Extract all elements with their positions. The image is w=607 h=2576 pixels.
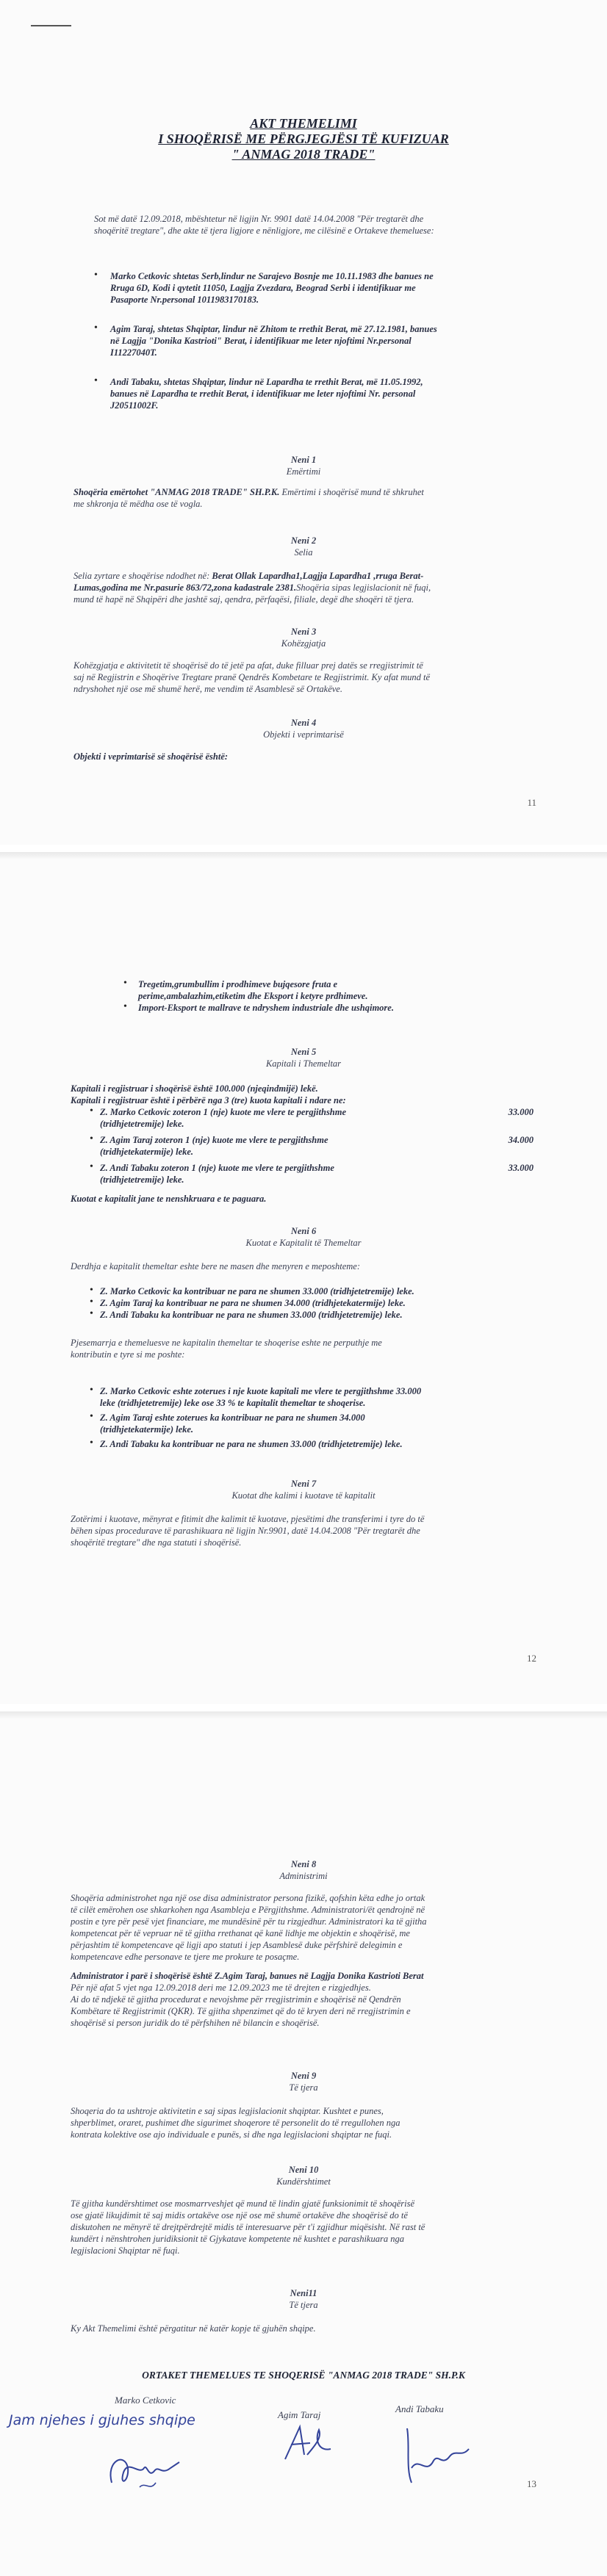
document-title: AKT THEMELIMI [250, 116, 357, 131]
article-3-label: Neni 3 [290, 627, 317, 637]
article-8-label: Neni 8 [290, 1859, 317, 1869]
handwritten-note: Jam njehes i gjuhes shqipe [9, 2412, 195, 2428]
share-item: • Z. Andi Tabaku ka kontribuar ne para ne shumen 33.000 (tridhjetetremije) leke. [90, 1437, 403, 1449]
quota-item: • Z. Marko Cetkovic zoteron 1 (nje) kuote me vlere te pergjithshme 33.000 (tridhjetetremije) leke. [90, 1105, 534, 1129]
first-administrator: Administrator i parë i shoqërisë është Z.Agim Taraj, banues në Lagjja Donika Kastrioti Berat [71, 1971, 424, 1981]
article-6-label: Neni 6 [290, 1226, 317, 1236]
article-5-label: Neni 5 [290, 1047, 317, 1057]
article-5-title: Kapitali i Themeltar [265, 1058, 342, 1069]
article-6-title: Kuotat e Kapitalit të Themeltar [245, 1238, 362, 1248]
article-5-text: Kapitali i regjistruar i shoqërisë është 100.000 (njeqindmijë) lekë. Kapitali i regjistruar është i përbërë nga 3 (tre) kuota kapitali i ndare ne: [71, 1083, 346, 1105]
intro-paragraph: Sot më datë 12.09.2018, mbështetur në ligjin Nr. 9901 datë 14.04.2008 "Për tregtarët dhe shoqëritë tregtare", dhe akte të tjera ligjore e nënligjore, me cilësinë e Ortakeve themeluese: [94, 214, 434, 236]
article-1-text: Shoqëria emërtohet "ANMAG 2018 TRADE" SH.P.K. Emërtimi i shoqërisë mund të shkruhet me shkronja të mëdha ose të vogla. [73, 487, 424, 509]
article-11-title: Të tjera [289, 2300, 318, 2310]
article-4-label: Neni 4 [290, 718, 317, 728]
page-number: 13 [527, 2478, 536, 2489]
signatory-name: Andi Tabaku [395, 2403, 444, 2414]
signatory-name: Agim Taraj [278, 2409, 321, 2420]
company-name-title: " ANMAG 2018 TRADE" [231, 147, 376, 162]
founder-item: • Andi Tabaku, shtetas Shqiptar, lindur në Lapardha te rrethit Berat, më 11.05.1992, banues në Lapardha te rrethit Berat, i identifikuar me leter njoftimi Nr. personal J20511002F. [94, 375, 423, 411]
signature-agim-taraj [278, 2422, 337, 2467]
article-10-text: Të gjitha kundërshtimet ose mosmarrveshjet që mund të lindin gjatë funksionimit të shoqërisë ose gjatë likujdimit të saj midis ortakëve ose një ose më shumë ortakëve dhe shoqërisë do të diskutohen ne mënyrë të drejtpërdrejtë midis të interesuarve për t'i zgjidhur miqësisht. Në rast të kundërt i nënshtrohen juridiksionit të Gjykatave kompetente në kushtet e parashikuara nga legjislacioni Shqiptar në fuqi. [71, 2198, 425, 2256]
share-list [90, 1385, 534, 1450]
document-page-2 [0, 852, 607, 1704]
quota-list [90, 1105, 534, 1186]
article-2-text: Selia zyrtare e shoqërise ndodhet në: Berat Ollak Lapardha1,Lagjja Lapardha1 ,rruga Berat- Lumas,godina me Nr.pasurie 863/72,zona kadastrale 2381.Shoqëria sipas legjislacionit në fuqi, mund të hapë në Shqipëri dhe jashtë saj, qendra, përfaqësi, filiale, degë dhe shoqëri të tjera. [73, 571, 431, 605]
contribution-item: • Z. Andi Tabaku ka kontribuar ne para ne shumen 33.000 (tridhjetetremije) leke. [90, 1308, 403, 1320]
share-item: • Z. Agim Taraj eshte zoterues ka kontribuar ne para ne shumen 34.000 (tridhjetekatermije) leke. [90, 1411, 365, 1435]
quota-item: • Z. Agim Taraj zoteron 1 (nje) kuote me vlere te pergjithshme 34.000 (tridhjetekatermije) leke. [90, 1133, 534, 1157]
article-6-text: Derdhja e kapitalit themeltar eshte bere ne masen dhe menyren e meposhteme: [71, 1261, 360, 1271]
activity-list [123, 978, 534, 1014]
share-item: • Z. Marko Cetkovic eshte zoterues i nje kuote kapitali me vlere te pergjithshme 33.000 leke (tridhjetetremije) leke ose 33 % te kapitalit themeltar te shoqerise. [90, 1385, 422, 1408]
activity-item: • Import-Eksport te mallrave te ndryshem industriale dhe ushqimore. [123, 1001, 394, 1013]
signature-marko-cetkovic [103, 2446, 184, 2497]
signatory-name: Marko Cetkovic [115, 2395, 176, 2406]
article-10-title: Kundërshtimet [276, 2176, 331, 2187]
article-1-label: Neni 1 [290, 455, 317, 465]
article-3-text: Kohëzgjatja e aktivitetit të shoqërisë do të jetë pa afat, duke filluar prej datës se rregjistrimit të saj në Regjistrin e Shoqërive Tregtare pranë Qendrës Kombetare te Regjistrimit. Ky afat mund të ndryshohet një ose më shumë herë, me vendim të Asamblesë së Ortakëve. [73, 660, 431, 694]
quota-paid-note: Kuotat e kapitalit jane te nenshkruara e te paguara. [71, 1194, 267, 1204]
signature-andi-tabaku [397, 2424, 478, 2490]
contribution-item: • Z. Agim Taraj ka kontribuar ne para ne shumen 34.000 (tridhjetekatermije) leke. [90, 1296, 406, 1308]
document-page-1 [0, 0, 607, 845]
article-2-label: Neni 2 [290, 535, 317, 546]
contribution-item: • Z. Marko Cetkovic ka kontribuar ne para ne shumen 33.000 (tridhjetetremije) leke. [90, 1285, 414, 1296]
article-9-text: Shoqeria do ta ushtroje aktivitetin e saj sipas legjislacionit shqiptar. Kushtet e punes, shperblimet, oraret, pushimet dhe sigurimet shoqerore të personelit do të rregullohen nga kontrata kolektive ose ajo individuale e punës, si dhe nga legjislacioni shqiptar ne fuqi. [71, 2106, 401, 2140]
page-number: 11 [527, 797, 536, 808]
article-9-label: Neni 9 [290, 2071, 317, 2081]
signature-heading: ORTAKET THEMELUES TE SHOQERISË "ANMAG 2018 TRADE" SH.P.K [142, 2370, 465, 2381]
contribution-list [90, 1285, 519, 1321]
article-7-text: Zotërimi i kuotave, mënyrat e fitimit dhe kalimit të kuotave, pjesëtimi dhe transferimi i tyre do të bëhen sipas procedurave të parashikuara në ligjin Nr.9901, datë 14.04.2008 "Për tregtarët dhe shoqëritë tregtare" dhe nga statuti i shoqërisë. [71, 1514, 425, 1548]
article-4-text: Objekti i veprimtarisë së shoqërisë është: [73, 751, 229, 762]
article-8-title: Administrimi [279, 1871, 328, 1881]
article-3-title: Kohëzgjatja [281, 638, 326, 649]
article-4-title: Objekti i veprimtarisë [263, 729, 344, 740]
article-1-title: Emërtimi [286, 466, 321, 477]
article-2-title: Selia [294, 547, 313, 558]
article-11-label: Neni11 [290, 2288, 317, 2298]
article-8-text: Shoqëria administrohet nga një ose disa administrator persona fizikë, qofshin këta edhe jo ortak të cilët emërohen ose shkarkohen nga Asambleja e Përgjithshme. Administratori/ët qendrojnë në postin e tyre për pesë vjet financiare, me mundësinë për tu rizgjedhur. Administratori ka të gjitha kompetencat për të vepruar në të gjitha rrethanat që kanë lidhje me objektin e shoqërisë, me përjashtim të kompetencave që ligji apo statuti i jep Asamblesë duke përfshirë delegimin e kompetencave edhe personave te tjere me prokure te posaçme. Administrator i parë i shoqërisë është Z.Agim Taraj, banues në Lagjja Donika Kastrioti Berat Për një afat 5 vjet nga 12.09.2018 deri me 12.09.2023 me të drejten e rizgjedhjes. Ai do të ndjekë të gjitha procedurat e nevojshme për rregjistrimin e shoqërisë në Qendrën Kombëtare të Regjistrimit (QKR). Të gjitha shpenzimet që do të kryen deri në rregjistrimin e shoqërisë si person juridik do të përfshihen në bilancin e shoqërisë. [71, 1892, 536, 2029]
founder-list [94, 270, 520, 411]
founder-item: • Agim Taraj, shtetas Shqiptar, lindur në Zhitom te rrethit Berat, më 27.12.1981, banues në Lagjja "Donika Kastrioti" Berat, i identifikuar me leter njoftimi Nr.personal I11227040T. [94, 322, 437, 358]
article-11-text: Ky Akt Themelimi është përgatitur në katër kopje të gjuhën shqipe. [71, 2323, 316, 2334]
quota-item: • Z. Andi Tabaku zoteron 1 (nje) kuote me vlere te pergjithshme 33.000 (tridhjetetremije) leke. [90, 1161, 534, 1185]
article-7-title: Kuotat dhe kalimi i kuotave të kapitalit [231, 1490, 376, 1501]
article-7-label: Neni 7 [290, 1479, 317, 1489]
document-page-3 [0, 1711, 607, 2576]
page-number: 12 [527, 1653, 536, 1664]
article-10-label: Neni 10 [288, 2165, 319, 2175]
activity-item: • Tregetim,grumbullim i prodhimeve bujqesore fruta e perime,ambalazhim,etiketim dhe Eksport i ketyre prdhimeve. [123, 978, 368, 1001]
article-9-title: Të tjera [289, 2082, 318, 2093]
document-subtitle: I SHOQËRISË ME PËRGJEGJËSI TË KUFIZUAR [158, 131, 449, 146]
founder-item: • Marko Cetkovic shtetas Serb,lindur ne Sarajevo Bosnje me 10.11.1983 dhe banues ne Rruga 6D, Kodi i qytetit 11050, Lagjja Zvezdara, Beograd Serbi i identifikuar me Pasaporte Nr.personal 1011983170183. [94, 270, 434, 305]
participation-note: Pjesemarrja e themeluesve ne kapitalin themeltar te shoqerise eshte ne perputhje me kontributin e tyre si me poshte: [71, 1338, 382, 1360]
scan-mark [31, 25, 71, 26]
